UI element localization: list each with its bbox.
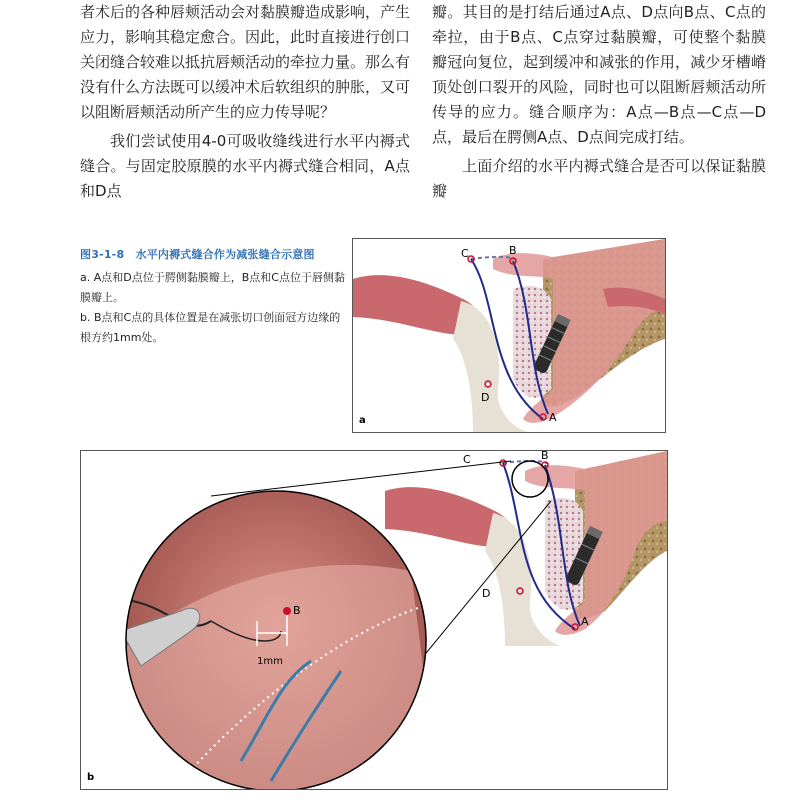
right-text-column (432, 0, 766, 204)
label-a: A (549, 411, 557, 424)
figure-caption (80, 246, 350, 348)
panel-b-label: b (87, 772, 95, 783)
label-a-b: A (581, 615, 589, 628)
cross-section-illustration-b (81, 451, 667, 789)
zoom-measure-label: 1mm (257, 656, 283, 667)
zoom-point-b (283, 607, 291, 615)
figure-panel-a (352, 238, 666, 433)
cross-section-illustration-a (353, 239, 665, 432)
zoom-label-b: B (293, 604, 301, 617)
left-paragraph-2: 我们尝试使用4-0可吸收缝线进行水平内褥式缝合。与固定胶原膜的水平内褥式缝合相同，A点和D点 (80, 132, 410, 200)
figure-panel-b (80, 450, 668, 790)
label-d-b: D (482, 587, 491, 600)
panel-a-label: a (359, 415, 366, 426)
label-b-b: B (541, 451, 549, 462)
label-c: C (461, 247, 469, 260)
left-text-column (80, 0, 410, 204)
zoom-detail (101, 491, 441, 789)
figure-title: 图3-1-8 水平内褥式缝合作为减张缝合示意图 (80, 248, 315, 261)
right-paragraph-1: 瓣。其目的是打结后通过A点、D点向B点、C点的牵拉，由于B点、C点穿过黏膜瓣，可使整个黏膜瓣冠向复位，起到缓冲和减张的作用，减少牙槽嵴顶处创口裂开的风险，同时也可以阻断唇颊活动所传导的应力。缝合顺序为：A点—B点—C点—D点，最后在腭侧A点、D点间完成打结。 (432, 3, 766, 146)
left-paragraph-1: 者术后的各种唇颊活动会对黏膜瓣造成影响，产生应力，影响其稳定愈合。因此，此时直接进行创口关闭缝合较难以抵抗唇颊活动的牵拉力量。那么有没有什么方法既可以缓冲术后软组织的肿胀，又可以阻断唇颊活动所产生的应力传导呢？ (80, 3, 411, 121)
right-paragraph-2: 上面介绍的水平内褥式缝合是否可以保证黏膜瓣 (432, 157, 766, 200)
label-c-b: C (463, 453, 471, 466)
caption-a: a. A点和D点位于腭侧黏膜瓣上，B点和C点位于唇侧黏膜瓣上。 (80, 271, 345, 304)
zoom-connector-top (211, 461, 511, 496)
caption-b: b. B点和C点的具体位置是在减张切口创面冠方边缘的根方约1mm处。 (80, 311, 341, 344)
label-d: D (481, 391, 490, 404)
label-b: B (509, 244, 517, 257)
